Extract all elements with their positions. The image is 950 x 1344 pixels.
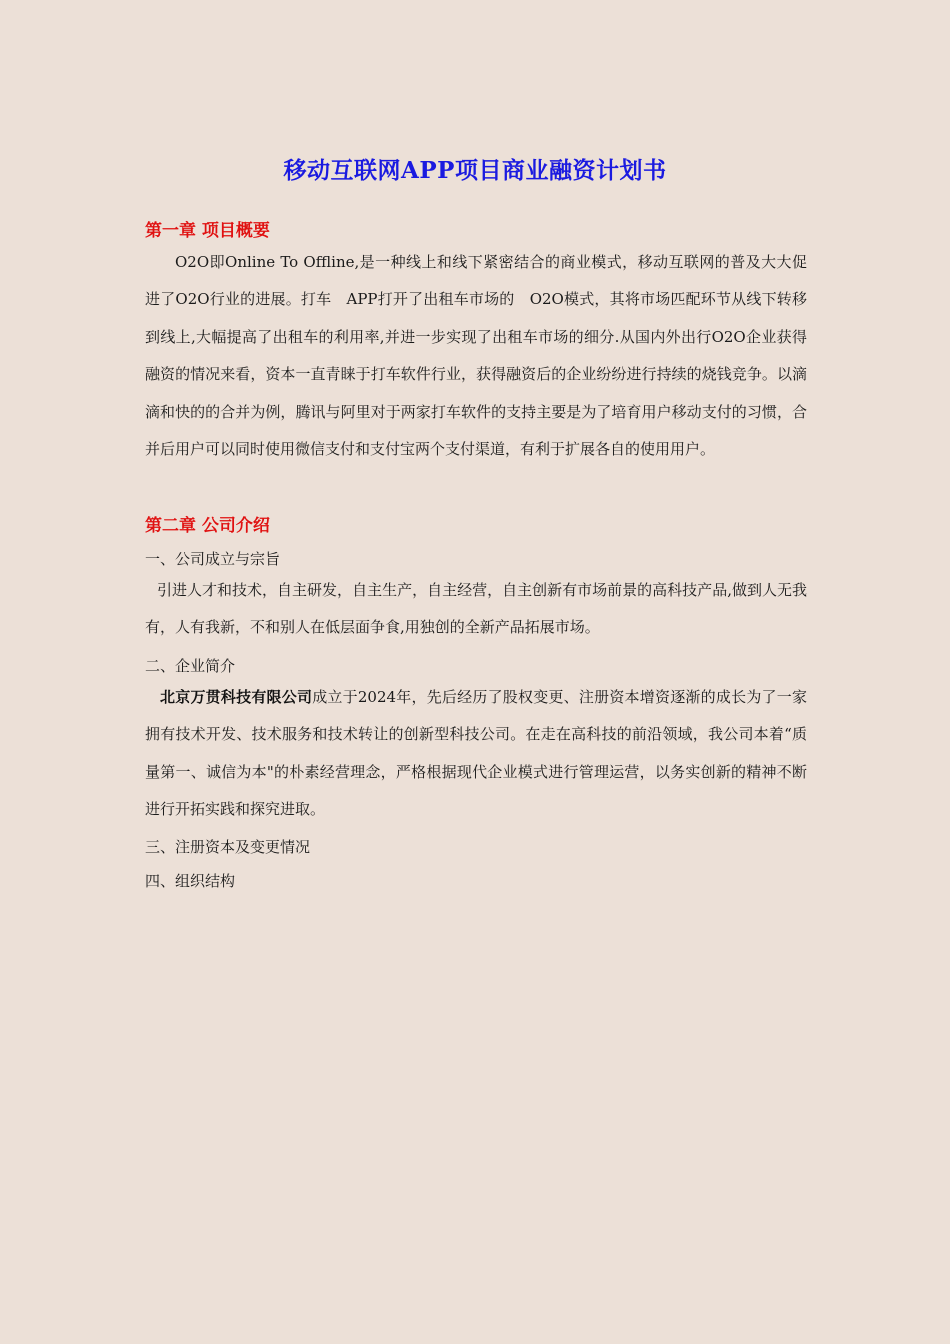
company-name: 北京万贯科技有限公司	[160, 688, 313, 706]
section-2-text: 成立于2024年，先后经历了股权变更、注册资本增资逐渐的成长为了一家拥有技术开发、技术服务和技术转让的创新型科技公司。在走在高科技的前沿领域，我公司本着“质量第一、诚信为本"的朴素经营理念，严格根据现代企业模式进行管理运营，以务实创新的精神不断进行开拓实践和探究进取。	[145, 688, 807, 819]
chapter-2-heading: 第二章 公司介绍	[145, 516, 270, 536]
section-2-paragraph	[145, 679, 807, 829]
section-1-title: 一、公司成立与宗旨	[145, 550, 281, 568]
document-title: 移动互联网APP项目商业融资计划书	[283, 157, 667, 184]
section-3-title: 三、注册资本及变更情况	[145, 838, 311, 856]
section-1-paragraph: 引进人才和技术，自主研发，自主生产，自主经营，自主创新有市场前景的高科技产品,做到人无我有，人有我新，不和别人在低层面争食,用独创的全新产品拓展市场。	[145, 581, 807, 637]
section-4-title: 四、组织结构	[145, 872, 236, 890]
chapter-1-paragraph: O2O即Online To Offline,是一种线上和线下紧密结合的商业模式，移动互联网的普及大大促进了O2O行业的进展。打车 APP打开了出租车市场的 O2O模式，其将市场匹配环节从线下转移到线上,大幅提高了出租车的利用率,并进一步实现了出租车市场的细分.从国内外出行O2O企业获得融资的情况来看，资本一直青睐于打车软件行业，获得融资后的企业纷纷进行持续的烧钱竞争。以滴滴和快的的合并为例，腾讯与阿里对于两家打车软件的支持主要是为了培育用户移动支付的习惯，合并后用户可以同时使用微信支付和支付宝两个支付渠道，有利于扩展各自的使用用户。	[145, 253, 807, 459]
section-2-title: 二、企业简介	[145, 657, 236, 675]
chapter-1-heading: 第一章 项目概要	[145, 221, 270, 241]
